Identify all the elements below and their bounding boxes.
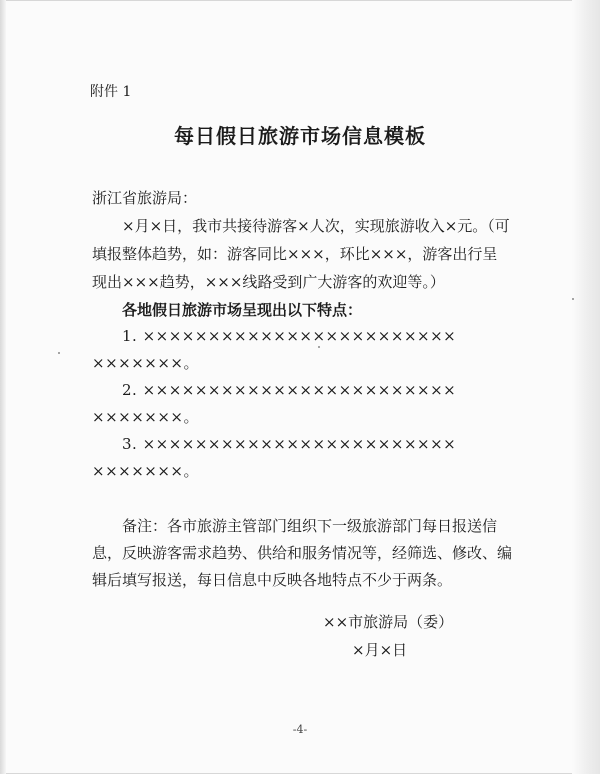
annex-label: 附件 1 xyxy=(90,84,132,100)
item-3-line-1: 3. ×××××××××××××××××××××××× xyxy=(122,435,457,453)
scan-speck xyxy=(318,346,320,348)
note-line-3: 辑后填写报送，每日信息中反映各地特点不少于两条。 xyxy=(92,571,453,589)
salutation: 浙江省旅游局： xyxy=(92,189,198,207)
scan-edge-left xyxy=(0,0,6,774)
note-line-2: 息，反映游客需求趋势、供给和服务情况等，经筛选、修改、编 xyxy=(92,544,513,562)
intro-line-1: ×月×日，我市共接待游客×人次，实现旅游收入×元。（可 xyxy=(122,217,510,235)
item-1-line-1: 1. ×××××××××××××××××××××××× xyxy=(122,327,457,345)
scan-speck xyxy=(58,352,60,354)
item-3-line-2: ×××××××。 xyxy=(92,462,199,480)
note-line-1: 备注：各市旅游主管部门组织下一级旅游部门每日报送信 xyxy=(122,517,498,535)
item-2-line-2: ×××××××。 xyxy=(92,408,199,426)
features-heading: 各地假日旅游市场呈现出以下特点： xyxy=(122,301,363,319)
scan-speck xyxy=(572,298,574,300)
item-2-line-1: 2. ×××××××××××××××××××××××× xyxy=(122,381,457,399)
signature-organization: ××市旅游局（委） xyxy=(323,613,454,631)
scan-edge-right xyxy=(572,0,600,774)
intro-line-2: 填报整体趋势，如：游客同比×××，环比×××，游客出行呈 xyxy=(92,245,498,263)
document-title: 每日假日旅游市场信息模板 xyxy=(174,124,426,148)
intro-line-3: 现出×××趋势，×××线路受到广大游客的欢迎等。） xyxy=(92,273,445,291)
page-number: -4- xyxy=(292,723,308,736)
item-1-line-2: ×××××××。 xyxy=(92,354,199,372)
signature-date: ×月×日 xyxy=(352,641,408,659)
